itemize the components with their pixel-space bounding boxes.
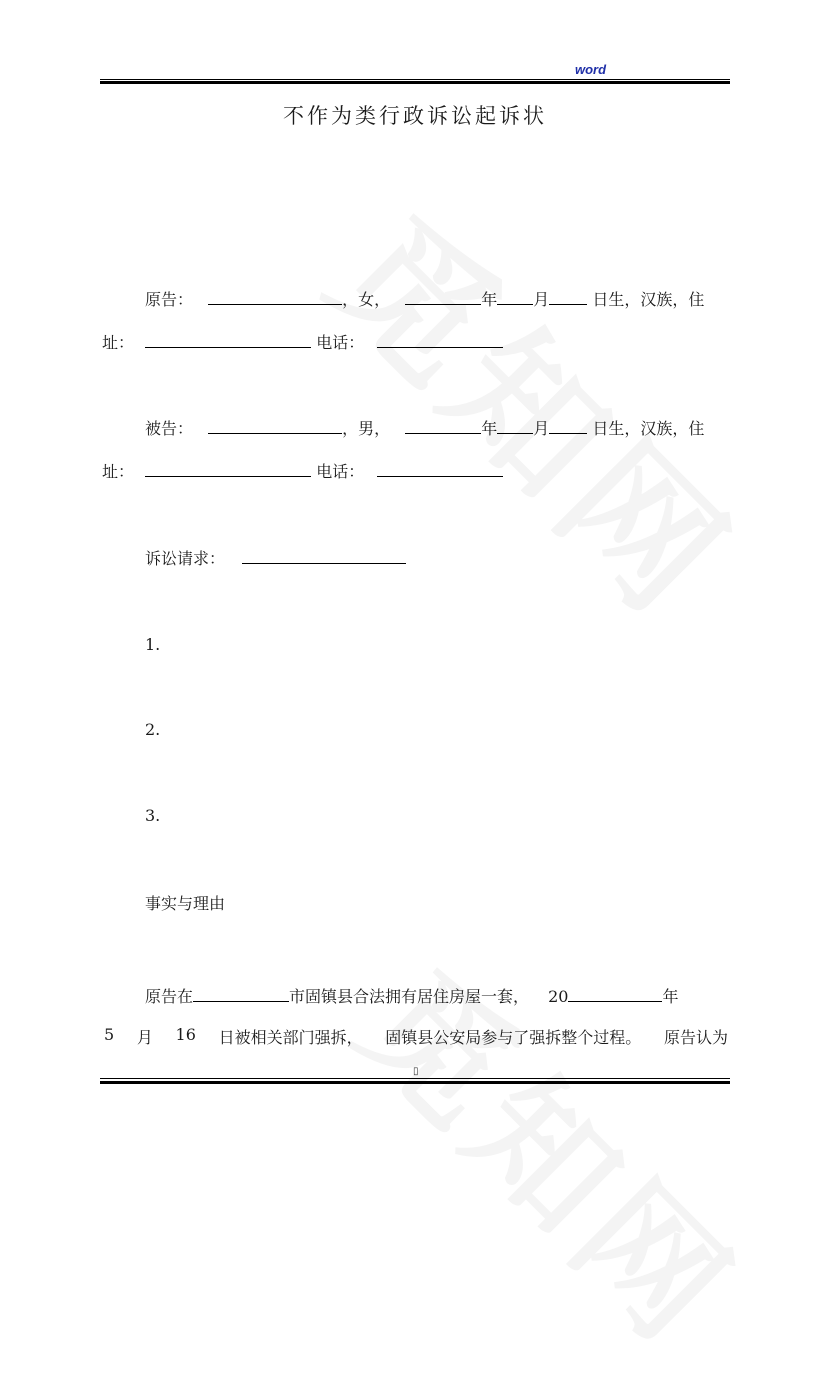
facts-p1-a: 原告在: [145, 987, 194, 1006]
claim-item: 2.: [145, 720, 161, 739]
plaintiff-day-blank[interactable]: [549, 288, 587, 305]
claim-item: 1.: [145, 635, 161, 654]
header-rule-thick: [100, 81, 730, 84]
plaintiff-month-blank[interactable]: [497, 288, 533, 305]
watermark: [294, 162, 786, 654]
claims-label: 诉讼请求：: [145, 549, 226, 568]
defendant-month: 月: [533, 419, 550, 438]
facts-p1-b: 市固镇县合法拥有居住房屋一套，: [289, 987, 530, 1006]
facts-p2-token: 16: [175, 1025, 196, 1044]
facts-p1-d: 年: [662, 987, 679, 1006]
plaintiff-address-line: [102, 330, 730, 353]
defendant-day-blank[interactable]: [549, 417, 587, 434]
facts-paragraph-line-2: [104, 1025, 728, 1048]
facts-paragraph-line-1: [145, 984, 730, 1007]
footer-rule-thin: [100, 1078, 730, 1079]
plaintiff-name-blank[interactable]: [208, 288, 342, 305]
plaintiff-address-label: 址：: [102, 333, 135, 352]
plaintiff-year-blank[interactable]: [405, 288, 481, 305]
defendant-line: [145, 416, 730, 439]
facts-city-blank[interactable]: [193, 985, 289, 1002]
defendant-address-blank[interactable]: [145, 460, 311, 477]
facts-heading: 事实与理由: [145, 894, 226, 913]
defendant-year: 年: [481, 419, 498, 438]
defendant-year-blank[interactable]: [405, 417, 481, 434]
plaintiff-year: 年: [481, 290, 498, 309]
page-number-mark: ▯: [413, 1066, 419, 1077]
defendant-gender: ，男，: [342, 419, 391, 438]
facts-year-blank[interactable]: [568, 985, 662, 1002]
footer-rule-thick: [100, 1081, 730, 1084]
defendant-address-label: 址：: [102, 462, 135, 481]
document-title: 不作为类行政诉讼起诉状: [283, 104, 547, 128]
defendant-label: 被告：: [145, 419, 194, 438]
plaintiff-address-blank[interactable]: [145, 331, 311, 348]
defendant-day-rest: 日生，汉族，住: [592, 419, 705, 438]
defendant-month-blank[interactable]: [497, 417, 533, 434]
plaintiff-label: 原告：: [145, 290, 194, 309]
header-rule-thin: [100, 79, 730, 80]
plaintiff-line: [145, 287, 730, 310]
plaintiff-day-rest: 日生，汉族，住: [592, 290, 705, 309]
facts-p2-token: 日被相关部门强拆，: [218, 1028, 363, 1047]
claim-item: 3.: [145, 806, 161, 825]
plaintiff-month: 月: [533, 290, 550, 309]
defendant-phone-blank[interactable]: [377, 460, 503, 477]
claims-blank[interactable]: [242, 547, 406, 564]
plaintiff-phone-blank[interactable]: [377, 331, 503, 348]
header-word-label: word: [575, 62, 607, 77]
facts-p1-c: 20: [548, 987, 569, 1006]
facts-p2-token: 原告认为: [663, 1028, 728, 1047]
defendant-name-blank[interactable]: [208, 417, 342, 434]
defendant-address-line: [102, 459, 730, 482]
plaintiff-phone-label: 电话：: [316, 333, 365, 352]
facts-p2-token: 5: [104, 1025, 115, 1044]
claims-line: [145, 546, 730, 569]
facts-p2-token: 固镇县公安局参与了强拆整个过程。: [385, 1028, 642, 1047]
facts-p2-token: 月: [136, 1028, 153, 1047]
defendant-phone-label: 电话：: [316, 462, 365, 481]
plaintiff-gender: ，女，: [342, 290, 391, 309]
